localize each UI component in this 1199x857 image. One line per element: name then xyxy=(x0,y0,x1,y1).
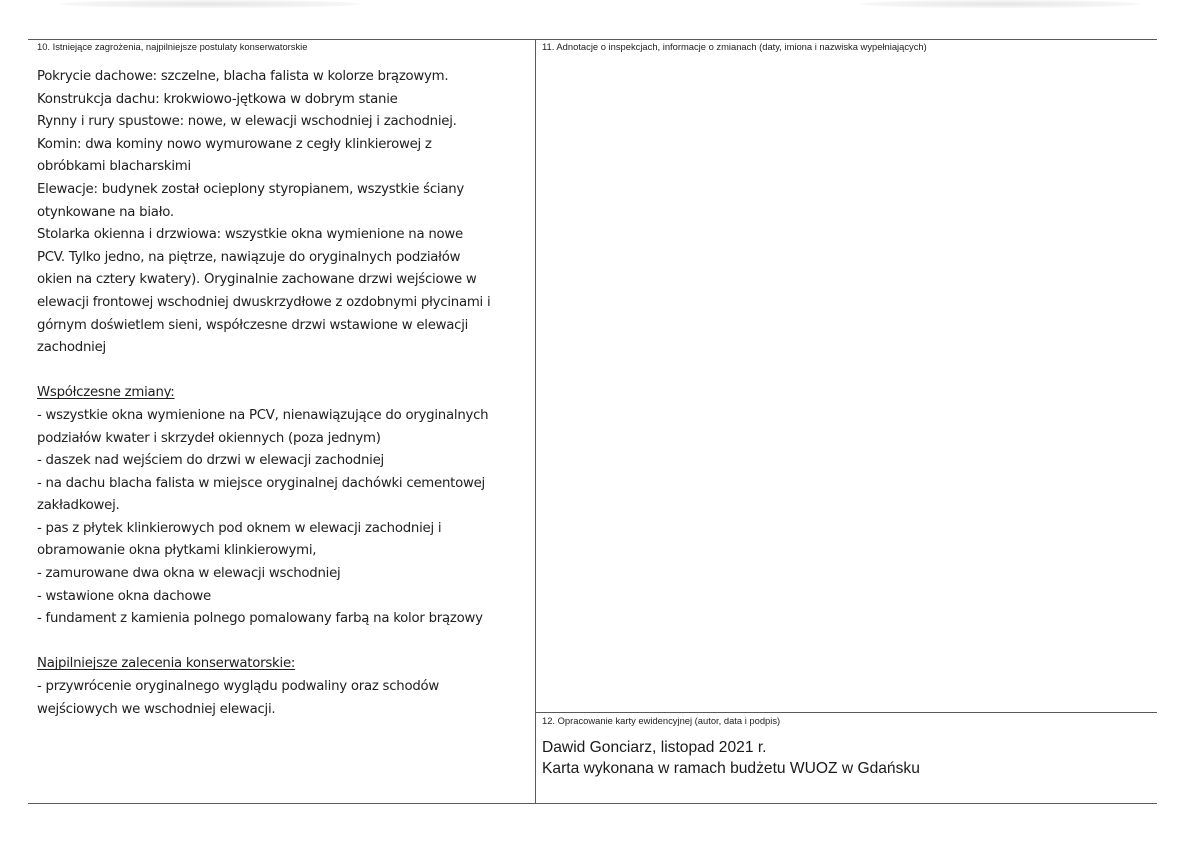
condition-line: otynkowane na biało. xyxy=(37,204,174,220)
recommendations-heading: Najpilniejsze zalecenia konserwatorskie: xyxy=(37,656,296,672)
change-line: - zamurowane dwa okna w elewacji wschodniej xyxy=(37,566,341,582)
condition-line: Elewacje: budynek został ocieplony styropianem, wszystkie ściany xyxy=(37,181,465,197)
form-bottom-rule xyxy=(28,803,1157,804)
spacer xyxy=(37,631,532,654)
change-line: - wstawione okna dachowe xyxy=(37,588,211,604)
change-line: - fundament z kamienia polnego pomalowany farbą na kolor brązowy xyxy=(37,611,483,627)
change-line: - na dachu blacha falista w miejsce oryginalnej dachówki cementowej xyxy=(37,475,485,491)
condition-line: PCV. Tylko jedno, na piętrze, nawiązuje do oryginalnych podziałów xyxy=(37,249,461,265)
author-line: Dawid Gonciarz, listopad 2021 r. xyxy=(542,739,767,756)
condition-line: Pokrycie dachowe: szczelne, blacha falista w kolorze brązowym. xyxy=(37,69,449,84)
condition-line: Stolarka okienna i drzwiowa: wszystkie okna wymienione na nowe xyxy=(37,227,463,243)
scan-shadow xyxy=(860,0,1140,8)
change-line: obramowanie okna płytkami klinkierowymi, xyxy=(37,543,317,559)
form-top-rule xyxy=(28,39,1157,40)
scan-shadow xyxy=(60,0,360,8)
form-column-divider xyxy=(535,39,536,803)
change-line: podziałów kwater i skrzydeł okiennych (poza jednym) xyxy=(37,430,381,446)
funding-line: Karta wykonana w ramach budżetu WUOZ w Gdańsku xyxy=(542,759,920,777)
change-line: - pas z płytek klinkierowych pod oknem w elewacji zachodniej i xyxy=(37,520,442,536)
spacer xyxy=(37,360,532,383)
changes-heading: Współczesne zmiany: xyxy=(37,385,175,401)
section-12-content xyxy=(542,738,1142,779)
condition-line: elewacji frontowej wschodniej dwuskrzydłowe z ozdobnymi płycinami i xyxy=(37,294,491,310)
condition-line: obróbkami blacharskimi xyxy=(37,159,191,175)
recommendation-line: wejściowych we wschodniej elewacji. xyxy=(37,701,276,717)
condition-line: zachodniej xyxy=(37,340,106,356)
change-line: zakładkowej. xyxy=(37,498,120,514)
section-10-label: 10. Istniejące zagrożenia, najpilniejsze postulaty konserwatorskie xyxy=(37,41,308,52)
section-11-label: 11. Adnotacje o inspekcjach, informacje o zmianach (daty, imiona i nazwiska wypełniających) xyxy=(542,41,927,52)
section-12-rule xyxy=(535,712,1157,713)
recommendation-line: - przywrócenie oryginalnego wyglądu podwaliny oraz schodów xyxy=(37,679,440,695)
section-12-label: 12. Opracowanie karty ewidencyjnej (autor, data i podpis) xyxy=(542,715,781,726)
condition-line: okien na cztery kwatery). Oryginalnie zachowane drzwi wejściowe w xyxy=(37,272,477,288)
condition-line: Rynny i rury spustowe: nowe, w elewacji wschodniej i zachodniej. xyxy=(37,114,457,130)
section-10-content xyxy=(37,66,532,721)
condition-line: Komin: dwa kominy nowo wymurowane z cegły klinkierowej z xyxy=(37,136,432,152)
change-line: - daszek nad wejściem do drzwi w elewacji zachodniej xyxy=(37,453,384,469)
condition-line: Konstrukcja dachu: krokwiowo-jętkowa w dobrym stanie xyxy=(37,91,398,107)
condition-line: górnym doświetlem sieni, współczesne drzwi wstawione w elewacji xyxy=(37,317,469,333)
change-line: - wszystkie okna wymienione na PCV, nienawiązujące do oryginalnych xyxy=(37,407,489,423)
